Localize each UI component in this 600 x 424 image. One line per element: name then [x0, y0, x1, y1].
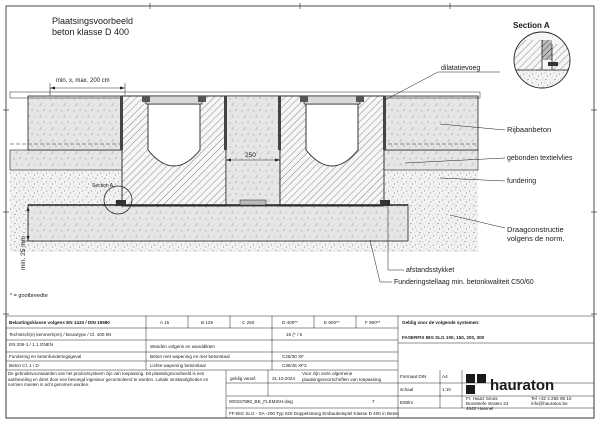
tb-disclaimer-box	[8, 371, 224, 417]
tb-validity-date: 31.10.2024	[272, 376, 295, 381]
callout-draagconstructie: Draagconstructie volgens de norm.	[507, 225, 565, 243]
drawing-title: Plaatsingsvoorbeeld	[52, 16, 134, 26]
callout-afstandsstykket: afstandsstykket	[406, 267, 455, 274]
tb-system-label: Geldig voor de volgende systemen:	[402, 320, 480, 325]
tb-phone: Tel +32 4 256 95 10	[531, 396, 572, 401]
tb-class-d400: D 400**	[282, 320, 298, 325]
tb-mid-value-1: C25/30 XF	[282, 354, 304, 359]
channel-left	[122, 96, 226, 206]
tb-units: E80lm	[400, 400, 414, 405]
footnote: * = gootbreedte	[10, 293, 48, 299]
callout-textielvlies: gebonden textielvlies	[507, 155, 573, 162]
tb-class-b125: B 125	[201, 320, 214, 325]
callout-rijbaanbeton: Rijbaanbeton	[507, 125, 552, 134]
dim-depth-label: min. 25 mm	[20, 236, 27, 270]
callout-funderingstellaag: Funderingstellaag min. betonkwaliteit C50/60	[394, 279, 534, 286]
tb-class-f900: F 900**	[365, 320, 381, 325]
tb-note-box	[302, 371, 396, 395]
tb-format-value: A4	[442, 374, 448, 379]
tb-address-2: Bonsteefe straten 24	[466, 401, 509, 406]
tb-disclaimer: De gebruiksvoorwaarden van het productsysteem zijn van toepassing. Dit plaatsingsvoorbeeld is een aanbeveling en dient door een bevoegd ingenieur gecontroleerd te worden. Lokale omstandigheden en normen moeten in acht genomen worden.	[8, 371, 209, 388]
tb-validity-label: geldig vanaf:	[230, 376, 257, 381]
tb-row-fundering: Fundering en betonfunderingsgeval	[9, 354, 82, 359]
tb-email: info@hauraton.be	[531, 401, 568, 406]
tb-scale-value: 1:10	[442, 387, 451, 392]
hauraton-logo	[466, 374, 554, 394]
tb-drawing-title: FF-BIG SLG - SA -200 Typ 020 Doppelstrang Einbaubeispiel Klasse D 400 in Beton	[229, 411, 399, 416]
dim-spacing-label: 250	[245, 152, 256, 159]
callout-fundering: fundering	[507, 178, 537, 185]
brand-name: hauraton	[490, 377, 555, 394]
tb-row-load-class: Belastingsklasse volgens EN 1433 / DIN 19580	[9, 320, 110, 325]
spacer-left	[116, 200, 126, 206]
tb-class-a15: A 15	[160, 320, 170, 325]
tb-row-en206: EN 206-1 / 1.1 GNEN	[9, 342, 54, 347]
tb-mid-value-2: C35/45 XF3	[282, 363, 307, 368]
tb-address-3: 4840 Huemel	[466, 406, 494, 411]
tb-row-beton: Beton Cl. 1 / D	[9, 363, 39, 368]
tb-class-e600: E 600**	[324, 320, 340, 325]
tb-row-features: Technisch(e) kenmerk(en) / Bouwtype / Cl. 400 kN	[9, 332, 112, 337]
drawing-subtitle: beton klasse D 400	[52, 27, 130, 37]
callout-dilatatievoeg: dilatatievoeg	[441, 65, 481, 72]
tb-row2-value: 15 (* / 5	[286, 332, 303, 337]
tb-mid-row-2: Beton met wapening en met betonstaal	[150, 354, 230, 359]
tb-mid-row-1: Wanden volgens en wanddikten	[150, 344, 215, 349]
tb-system-value: FASERFIX BIG SLG 100, 150, 200, 300	[402, 335, 485, 340]
tb-scale-label: schaal	[400, 387, 414, 392]
tb-revision: 7	[372, 399, 375, 404]
tb-address-1: Fr. Hautz Seuts	[466, 396, 498, 401]
funderingstellaag-layer	[28, 205, 408, 241]
section-a-marker-label: Section A	[92, 183, 114, 189]
channel-right	[280, 96, 384, 206]
tb-note: Voor zijn onze algemene plaatsingsvoorschriften van toepassing	[302, 371, 382, 382]
tb-format-label: Formaat DIN	[400, 374, 427, 379]
middle-concrete	[226, 96, 280, 206]
dim-width-label: min. x, max. 200 cm	[56, 78, 110, 84]
spacer-right	[380, 200, 390, 206]
tb-doc-number: 000157880_BE_FLEMISH.dwg	[229, 399, 293, 404]
section-a-title: Section A	[513, 21, 550, 30]
tb-class-c250: C 250	[242, 320, 255, 325]
section-a-detail	[510, 30, 582, 100]
tb-mid-row-3: Lichte wapening betonstaal	[150, 363, 206, 368]
